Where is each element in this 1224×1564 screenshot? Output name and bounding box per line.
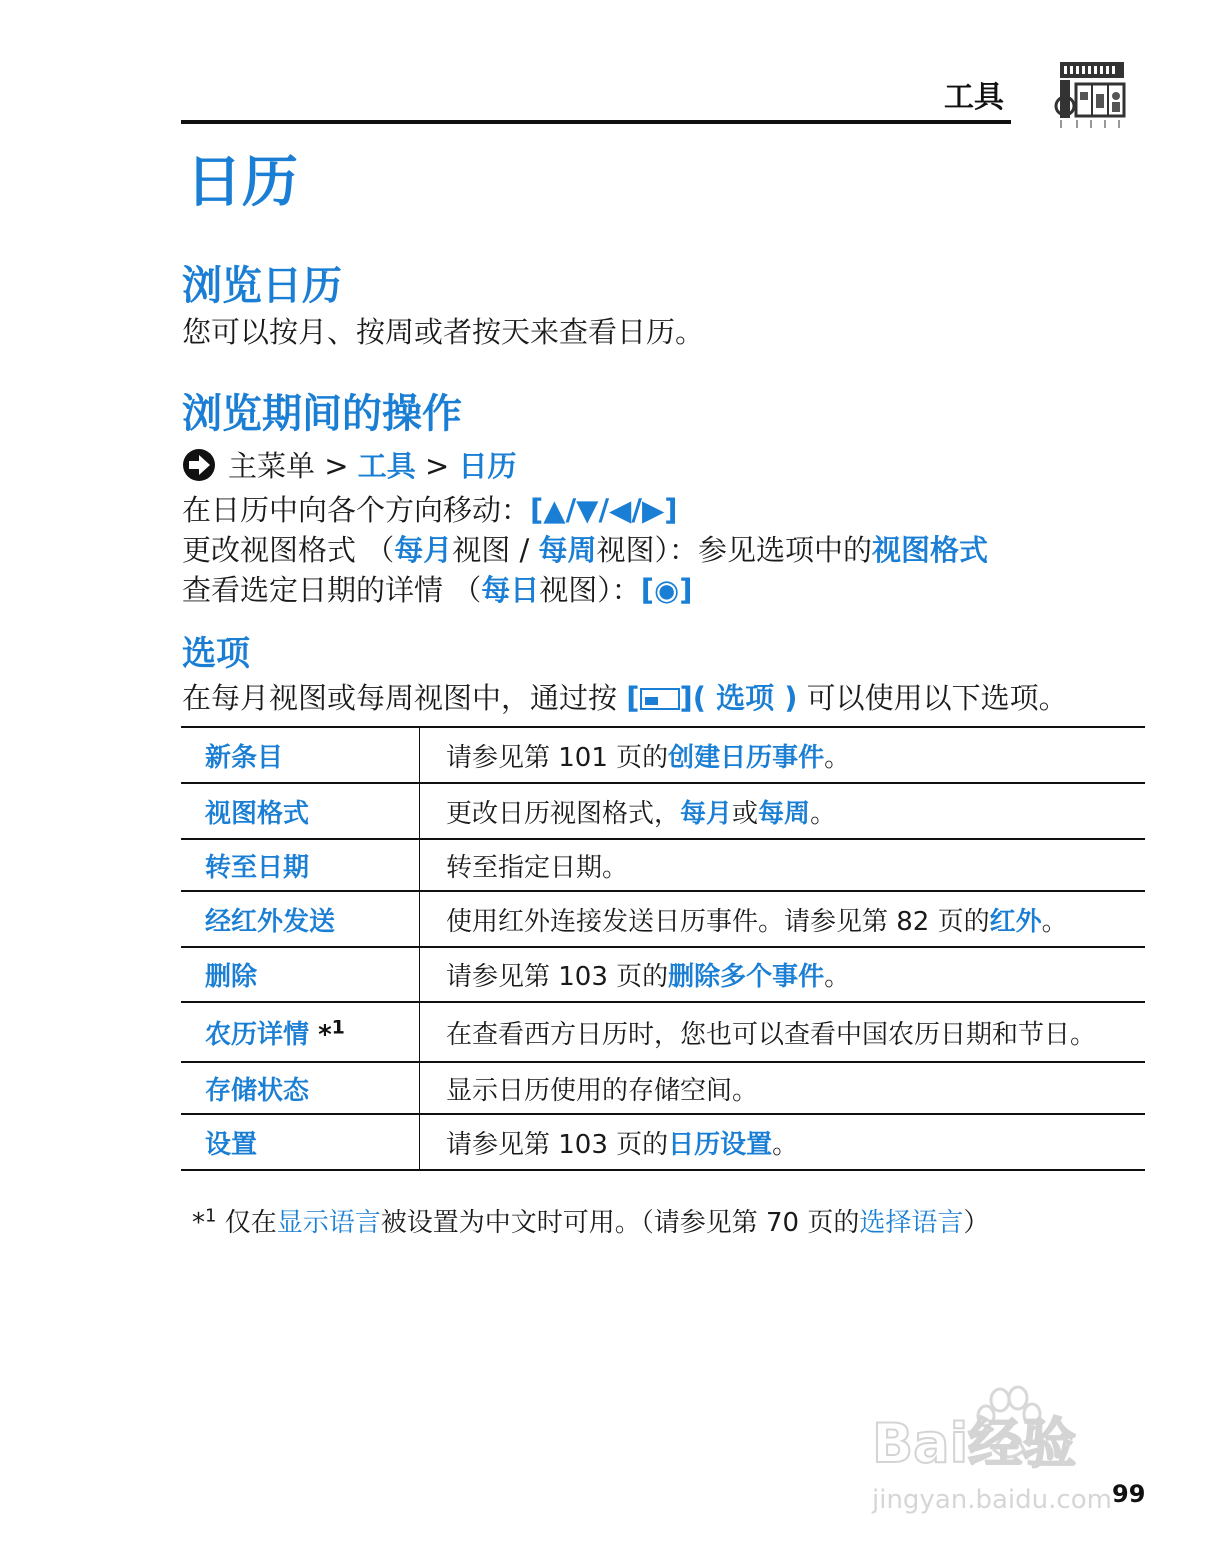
footnote-text: ）	[963, 1208, 990, 1238]
arrow-right-icon	[182, 448, 216, 482]
watermark-brand: Bai经验	[872, 1412, 1077, 1475]
view-instruction	[182, 528, 988, 569]
monthly-link[interactable]: 每月	[680, 798, 733, 829]
table-row	[181, 839, 1145, 891]
option-desc: 显示日历使用的存储空间。	[420, 1062, 1146, 1114]
intro-text: 可以使用以下选项。	[797, 681, 1068, 715]
table-row	[181, 891, 1145, 947]
view-text: 视图 /	[452, 533, 539, 567]
option-new-entry[interactable]: 新条目	[181, 727, 420, 783]
footnote-star: *	[309, 1019, 332, 1050]
desc-text: 或	[732, 798, 759, 829]
desc-text: 。	[810, 798, 837, 829]
options-heading: 选项	[182, 634, 250, 674]
footnote-number: 1	[205, 1205, 217, 1227]
option-view-format[interactable]: 视图格式	[181, 783, 420, 839]
option-memory-status[interactable]: 存储状态	[181, 1062, 420, 1114]
detail-text: 视图）：	[539, 573, 641, 607]
detail-instruction	[182, 568, 693, 609]
option-goto-date[interactable]: 转至日期	[181, 839, 420, 891]
menu-path	[182, 444, 517, 485]
direction-keys: [▲/▼/◀/▶]	[530, 493, 678, 527]
path-main: 主菜单	[228, 449, 316, 483]
weekly-link[interactable]: 每周	[538, 533, 597, 567]
desc-text: 更改日历视图格式，	[446, 798, 681, 829]
section-label: 工具	[944, 80, 1004, 115]
intro-text: 在每月视图或每周视图中，通过按	[182, 681, 627, 715]
option-lunar-details[interactable]	[181, 1002, 420, 1062]
path-sep: >	[315, 449, 358, 483]
page-number: 99	[1112, 1480, 1146, 1508]
browse-heading: 浏览日历	[182, 263, 342, 309]
toolbox-icon	[1050, 58, 1128, 130]
desc-text: 。	[772, 1129, 799, 1160]
footnote-text: 被设置为中文时可用。（请参见第 70 页的	[380, 1208, 860, 1238]
options-key	[626, 681, 797, 715]
table-row	[181, 727, 1145, 783]
footnote-text: 仅在	[216, 1208, 277, 1238]
view-text: 更改视图格式 （	[182, 533, 395, 567]
page-title: 日历	[186, 150, 298, 215]
option-desc	[420, 1114, 1146, 1170]
daily-link[interactable]: 每日	[481, 573, 540, 607]
delete-events-link[interactable]: 删除多个事件	[668, 962, 825, 992]
option-desc	[420, 891, 1146, 947]
desc-text: 。	[824, 742, 851, 773]
option-desc	[420, 947, 1146, 1002]
path-tools-link[interactable]: 工具	[357, 449, 416, 483]
option-delete[interactable]: 删除	[181, 947, 420, 1002]
option-desc	[420, 783, 1146, 839]
option-desc	[420, 727, 1146, 783]
desc-text: 。	[824, 962, 851, 992]
option-desc: 转至指定日期。	[420, 839, 1146, 891]
path-calendar-link[interactable]: 日历	[458, 449, 517, 483]
table-row	[181, 1114, 1145, 1170]
option-settings[interactable]: 设置	[181, 1114, 420, 1170]
option-desc: 在查看西方日历时，您也可以查看中国农历日期和节日。	[420, 1002, 1146, 1062]
footnote	[192, 1202, 989, 1239]
select-language-link[interactable]: 选择语言	[859, 1208, 964, 1238]
desc-text: 。	[1041, 906, 1068, 937]
footnote-mark: 1	[331, 1015, 345, 1038]
desc-text: 使用红外连接发送日历事件。请参见第 82 页的	[446, 906, 990, 937]
footnote-star: *	[192, 1208, 205, 1238]
header-rule	[181, 120, 1011, 124]
desc-text: 请参见第 101 页的	[446, 742, 669, 773]
softkey-icon	[640, 688, 680, 710]
option-send-infrared[interactable]: 经红外发送	[181, 891, 420, 947]
options-table	[181, 726, 1145, 1171]
desc-text: 请参见第 103 页的	[446, 962, 669, 992]
table-row	[181, 1002, 1145, 1062]
table-row	[181, 783, 1145, 839]
move-instruction	[182, 488, 678, 529]
browse-text: 您可以按月、按周或者按天来查看日历。	[182, 315, 705, 349]
display-language-link[interactable]: 显示语言	[276, 1208, 381, 1238]
weekly-link[interactable]: 每周	[758, 798, 811, 829]
select-key: [◉]	[640, 573, 693, 607]
monthly-link[interactable]: 每月	[394, 533, 453, 567]
operations-heading: 浏览期间的操作	[182, 391, 462, 437]
options-intro	[182, 676, 1068, 717]
view-text: 视图）：参见选项中的	[596, 533, 872, 567]
move-text: 在日历中向各个方向移动：	[182, 493, 531, 527]
key-bracket: [	[626, 681, 640, 715]
view-format-link[interactable]: 视图格式	[871, 533, 988, 567]
calendar-settings-link[interactable]: 日历设置	[668, 1129, 773, 1160]
watermark-url: jingyan.baidu.com	[872, 1485, 1112, 1515]
detail-text: 查看选定日期的详情 （	[182, 573, 482, 607]
create-event-link[interactable]: 创建日历事件	[668, 742, 825, 773]
desc-text: 请参见第 103 页的	[446, 1129, 669, 1160]
option-label: 农历详情	[205, 1019, 310, 1050]
path-sep: >	[415, 449, 459, 483]
infrared-link[interactable]: 红外	[989, 906, 1042, 937]
table-row	[181, 947, 1145, 1002]
table-row	[181, 1062, 1145, 1114]
key-label: ]( 选项 )	[679, 681, 798, 715]
